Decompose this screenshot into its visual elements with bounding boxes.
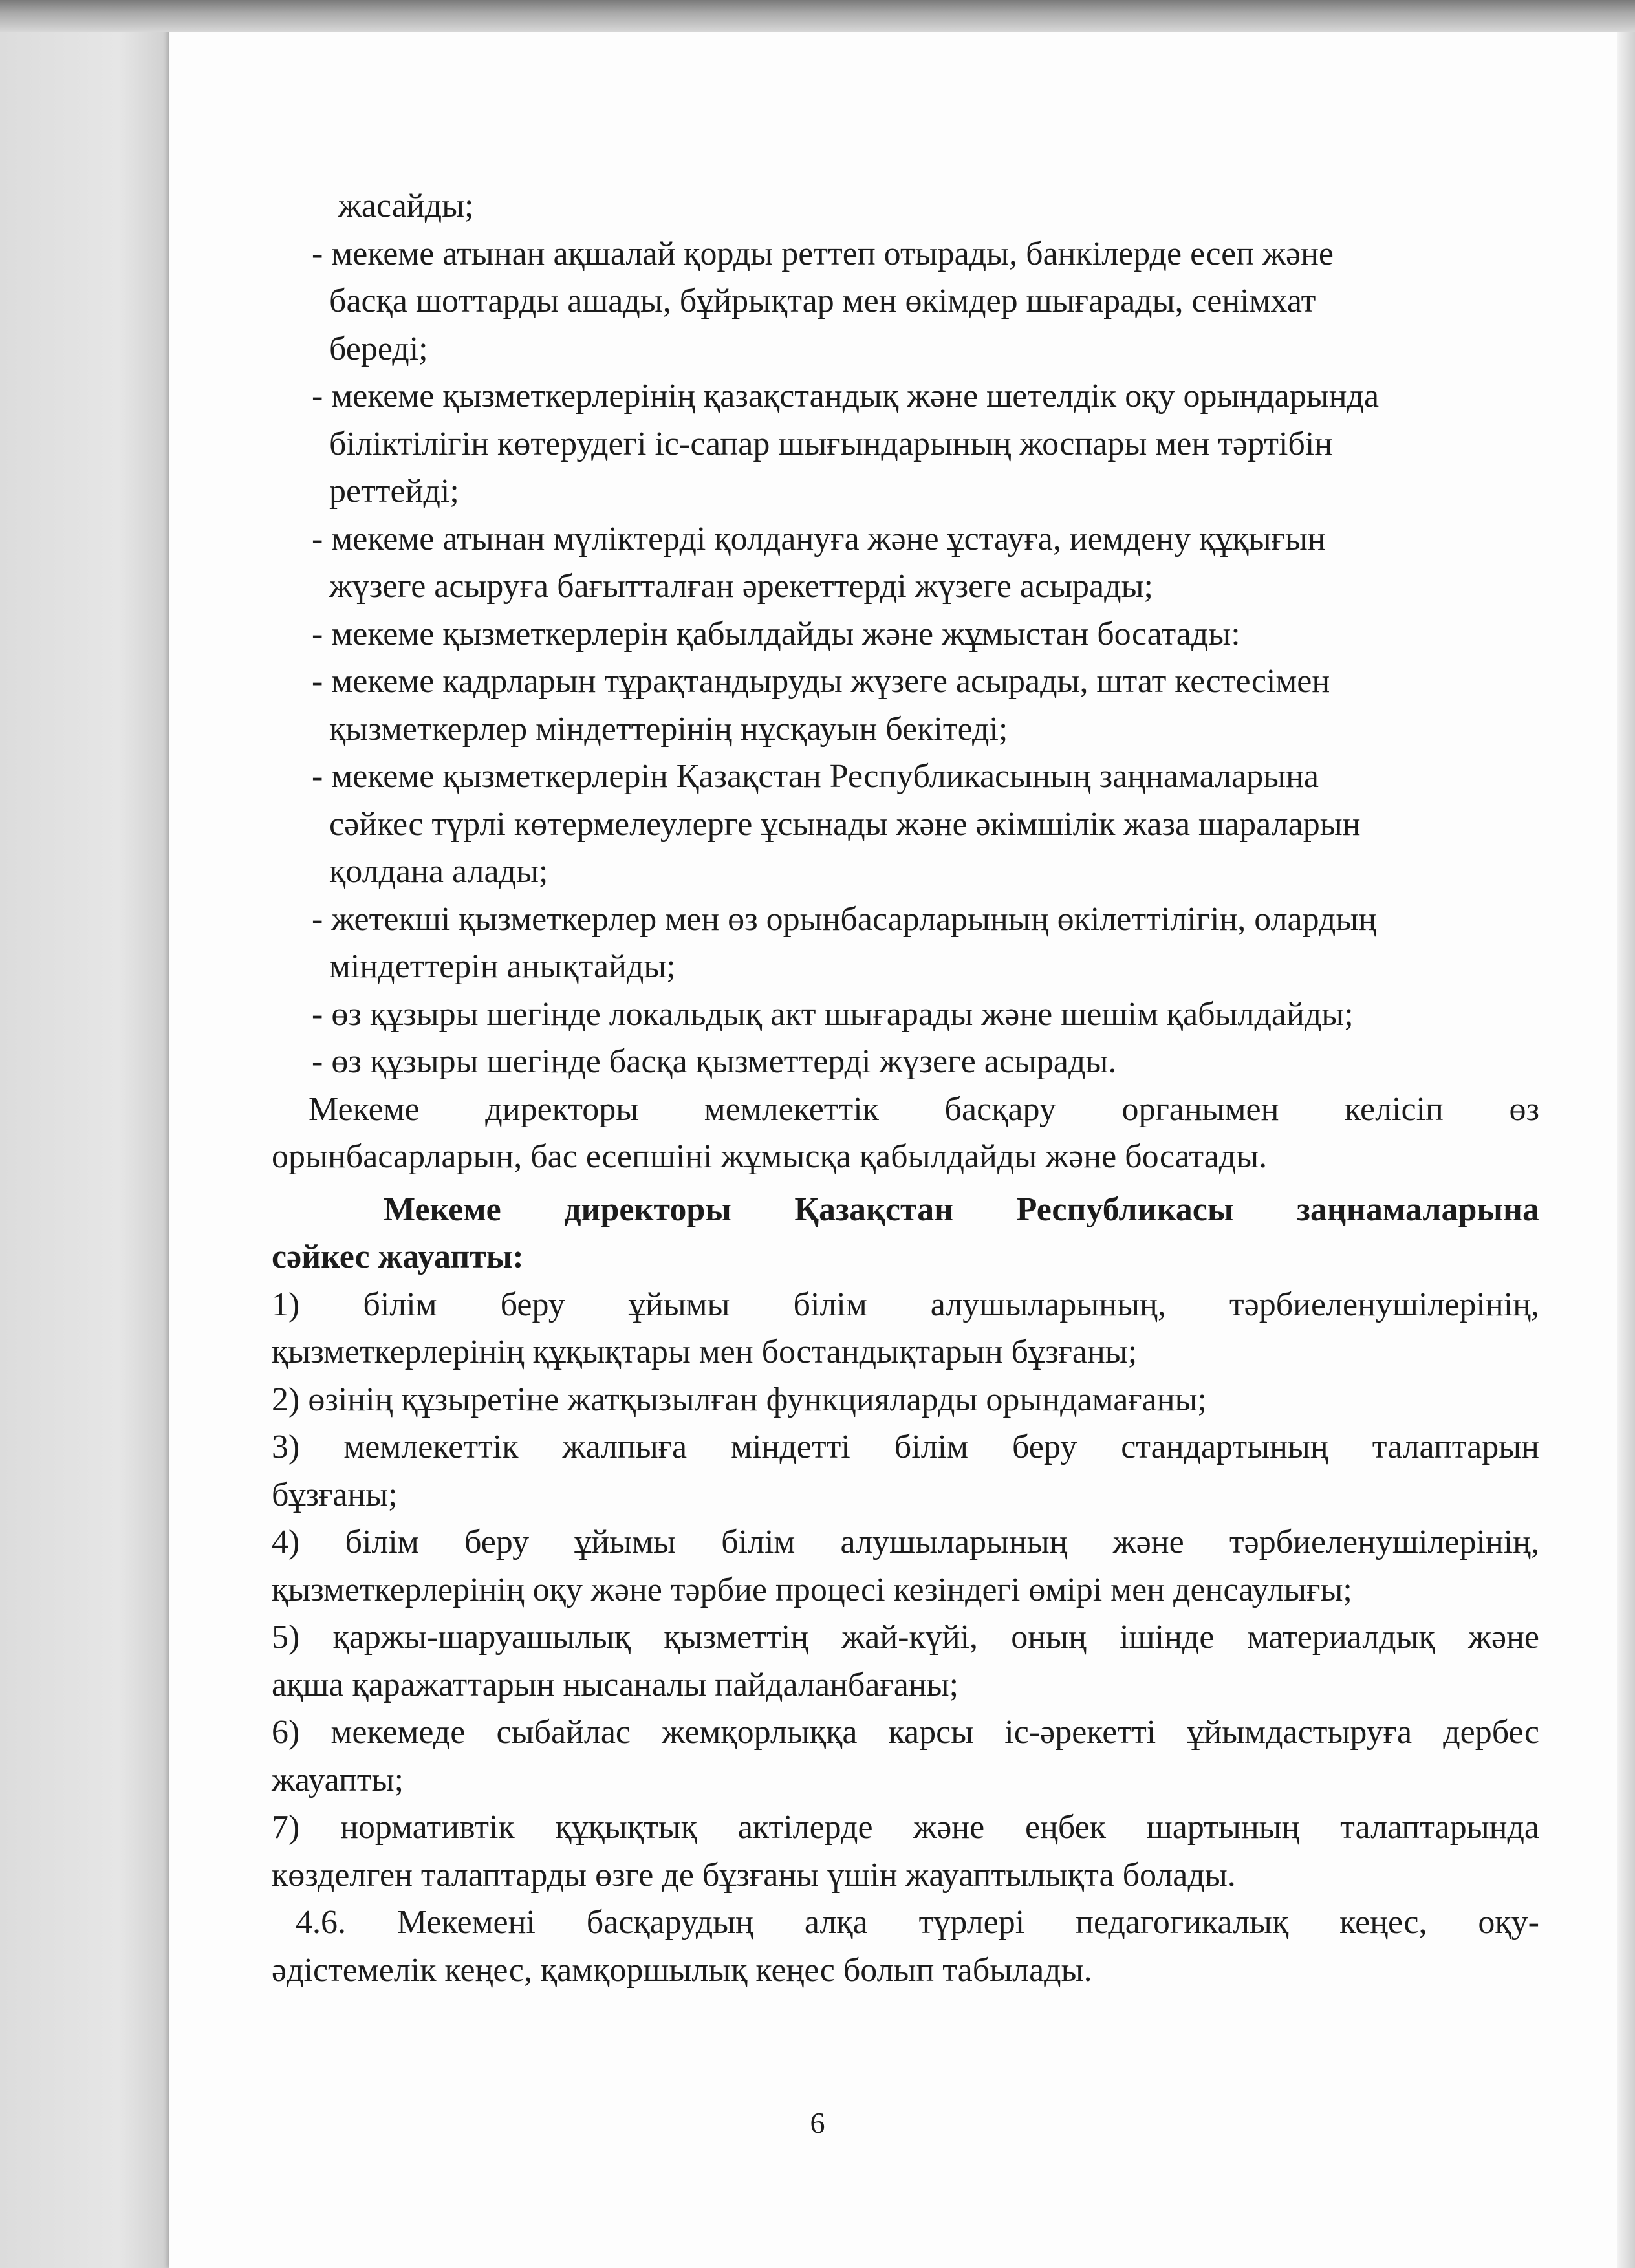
responsibility-item: бұзғаны; bbox=[272, 1476, 398, 1513]
list-item-line: қолдана алады; bbox=[329, 853, 548, 890]
list-item-line: қызметкерлер міндеттерінің нұсқауын бекітеді; bbox=[329, 710, 1008, 748]
section-4-6-line: әдістемелік кеңес, қамқоршылық кеңес болып табылады. bbox=[272, 1951, 1092, 1989]
scan-top-shadow bbox=[0, 0, 1635, 32]
responsibility-item: 3) мемлекеттік жалпыға міндетті білім беру стандартының талаптарын bbox=[272, 1429, 1539, 1465]
responsibility-heading: Мекеме директоры Қазақстан Республикасы заңнамаларына bbox=[384, 1191, 1539, 1228]
responsibility-item: қызметкерлерінің оқу және тәрбие процесі кезіндегі өмірі мен денсаулығы; bbox=[272, 1571, 1352, 1608]
list-item-line: біліктілігін көтерудегі іс-сапар шығындарының жоспары мен тәртібін bbox=[329, 425, 1333, 462]
responsibility-item: ақша қаражаттарын нысаналы пайдаланбағаны; bbox=[272, 1666, 959, 1703]
scan-right-edge bbox=[1617, 0, 1635, 2268]
list-item-line: жүзеге асыруға бағытталған әрекеттерді жүзеге асырады; bbox=[329, 568, 1153, 605]
list-item-line: міндеттерін анықтайды; bbox=[329, 948, 676, 985]
text-line: жасайды; bbox=[338, 188, 474, 224]
responsibility-item: көзделген талаптарды өзге де бұзғаны үшін жауаптылықта болады. bbox=[272, 1856, 1236, 1894]
list-item-line: - мекеме кадрларын тұрақтандыруды жүзеге асырады, штат кестесімен bbox=[312, 663, 1330, 700]
list-item-line: басқа шоттарды ашады, бұйрықтар мен өкімдер шығарады, сенімхат bbox=[329, 283, 1316, 319]
section-4-6-line: 4.6. Мекемені басқарудың алқа түрлері педагогикалық кеңес, оқу- bbox=[296, 1904, 1539, 1941]
responsibility-item: жауапты; bbox=[272, 1761, 404, 1798]
responsibility-item: 4) білім беру ұйымы білім алушыларының және тәрбиеленушілерінің, bbox=[272, 1524, 1539, 1561]
responsibility-item: 1) білім беру ұйымы білім алушыларының, тәрбиеленушілерінің, bbox=[272, 1286, 1539, 1323]
list-item-line: - мекеме қызметкерлерінің қазақстандық және шетелдік оқу орындарында bbox=[312, 378, 1380, 415]
responsibility-heading: сәйкес жауапты: bbox=[272, 1238, 524, 1275]
list-item-line: - мекеме қызметкерлерін қабылдайды және жұмыстан босатады: bbox=[312, 615, 1240, 653]
director-paragraph-line: орынбасарларын, бас есепшіні жұмысқа қабылдайды және босатады. bbox=[272, 1138, 1268, 1175]
list-item-line: - мекеме атынан ақшалай қорды реттеп отырады, банкілерде есеп және bbox=[312, 235, 1334, 272]
scan-gutter bbox=[0, 0, 169, 2268]
responsibility-item: 2) өзінің құзыретіне жатқызылған функцияларды орындамағаны; bbox=[272, 1381, 1207, 1418]
list-item-line: - өз құзыры шегінде басқа қызметтерді жүзеге асырады. bbox=[312, 1043, 1117, 1080]
list-item-line: - мекеме атынан мүліктерді қолдануға және ұстауға, иемдену құқығын bbox=[312, 520, 1326, 557]
page-number: 6 bbox=[810, 2106, 825, 2139]
responsibility-item: қызметкерлерінің құқықтары мен бостандықтарын бұзғаны; bbox=[272, 1334, 1138, 1370]
document-body bbox=[272, 182, 1539, 1994]
list-item-line: - мекеме қызметкерлерін Қазақстан Республикасының заңнамаларына bbox=[312, 758, 1319, 795]
responsibility-item: 7) нормативтік құқықтық актілерде және еңбек шартының талаптарында bbox=[272, 1809, 1539, 1846]
director-paragraph-line: Мекеме директоры мемлекеттік басқару органымен келісіп өз bbox=[309, 1090, 1539, 1128]
list-item-line: - жетекші қызметкерлер мен өз орынбасарларының өкілеттілігін, олардың bbox=[312, 900, 1377, 938]
list-item-line: сәйкес түрлі көтермелеулерге ұсынады және әкімшілік жаза шараларын bbox=[329, 805, 1361, 843]
list-item-line: реттейді; bbox=[329, 473, 459, 510]
responsibility-item: 6) мекемеде сыбайлас жемқорлыққа карсы іс-әрекетті ұйымдастыруға дербес bbox=[272, 1714, 1539, 1751]
list-item-line: - өз құзыры шегінде локальдық акт шығарады және шешім қабылдайды; bbox=[312, 995, 1354, 1033]
responsibility-item: 5) қаржы-шаруашылық қызметтің жай-күйі, оның ішінде материалдық және bbox=[272, 1619, 1539, 1656]
list-item-line: береді; bbox=[329, 330, 428, 367]
